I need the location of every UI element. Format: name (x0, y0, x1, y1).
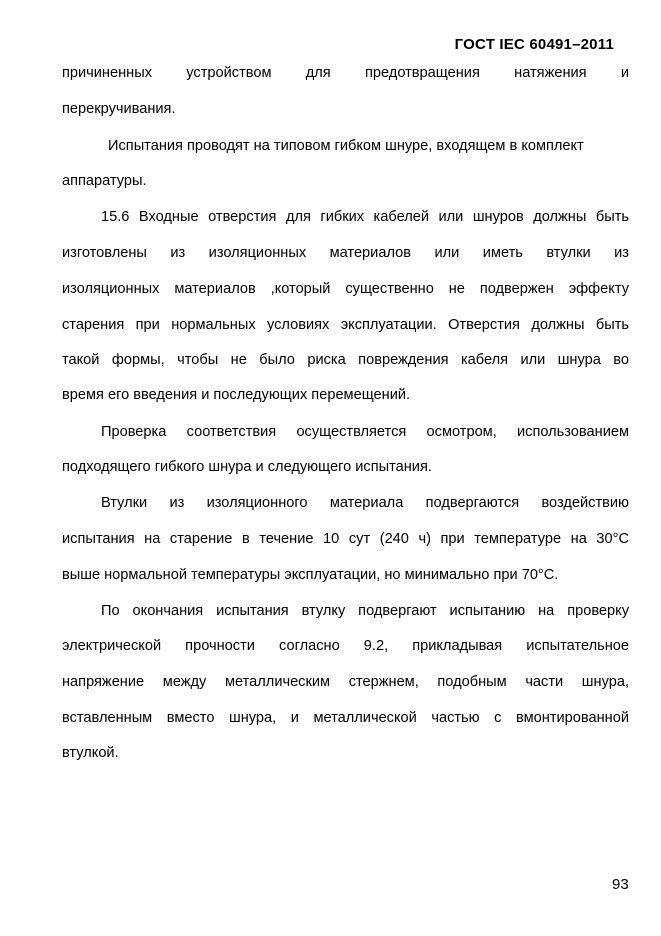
text-line: Втулки из изоляционного материала подвергаются воздействию (101, 495, 629, 511)
text-line: причиненных устройством для предотвращения натяжения и (62, 65, 629, 81)
document-standard-header: ГОСТ IEC 60491–2011 (454, 36, 614, 53)
text-line: изготовлены из изоляционных материалов или иметь втулки из (62, 245, 629, 261)
text-line: изоляционных материалов ,который существенно не подвержен эффекту (62, 281, 629, 297)
page-number: 93 (612, 876, 629, 893)
text-line: перекручивания. (62, 101, 176, 117)
text-line: напряжение между металлическим стержнем, подобным части шнура, (62, 674, 629, 690)
text-line: испытания на старение в течение 10 сут (240 ч) при температуре на 30°С (62, 531, 629, 547)
text-line: электрической прочности согласно 9.2, прикладывая испытательное (62, 638, 629, 654)
text-line: выше нормальной температуры эксплуатации, но минимально при 70°С. (62, 567, 559, 583)
text-line: Испытания проводят на типовом гибком шнуре, входящем в комплект (108, 138, 584, 154)
text-line: аппаратуры. (62, 173, 147, 189)
text-line: время его введения и последующих перемещений. (62, 387, 411, 403)
text-line: такой формы, чтобы не было риска повреждения кабеля или шнура во (62, 352, 629, 368)
text-line: подходящего гибкого шнура и следующего испытания. (62, 459, 432, 475)
text-line: Проверка соответствия осуществляется осмотром, использованием (101, 424, 629, 440)
text-line: По окончания испытания втулку подвергают испытанию на проверку (101, 603, 629, 619)
text-line: старения при нормальных условиях эксплуатации. Отверстия должны быть (62, 317, 629, 333)
text-line: вставленным вместо шнура, и металлической частью с вмонтированной (62, 710, 629, 726)
text-line: 15.6 Входные отверстия для гибких кабелей или шнуров должны быть (101, 209, 629, 225)
text-line: втулкой. (62, 745, 119, 761)
